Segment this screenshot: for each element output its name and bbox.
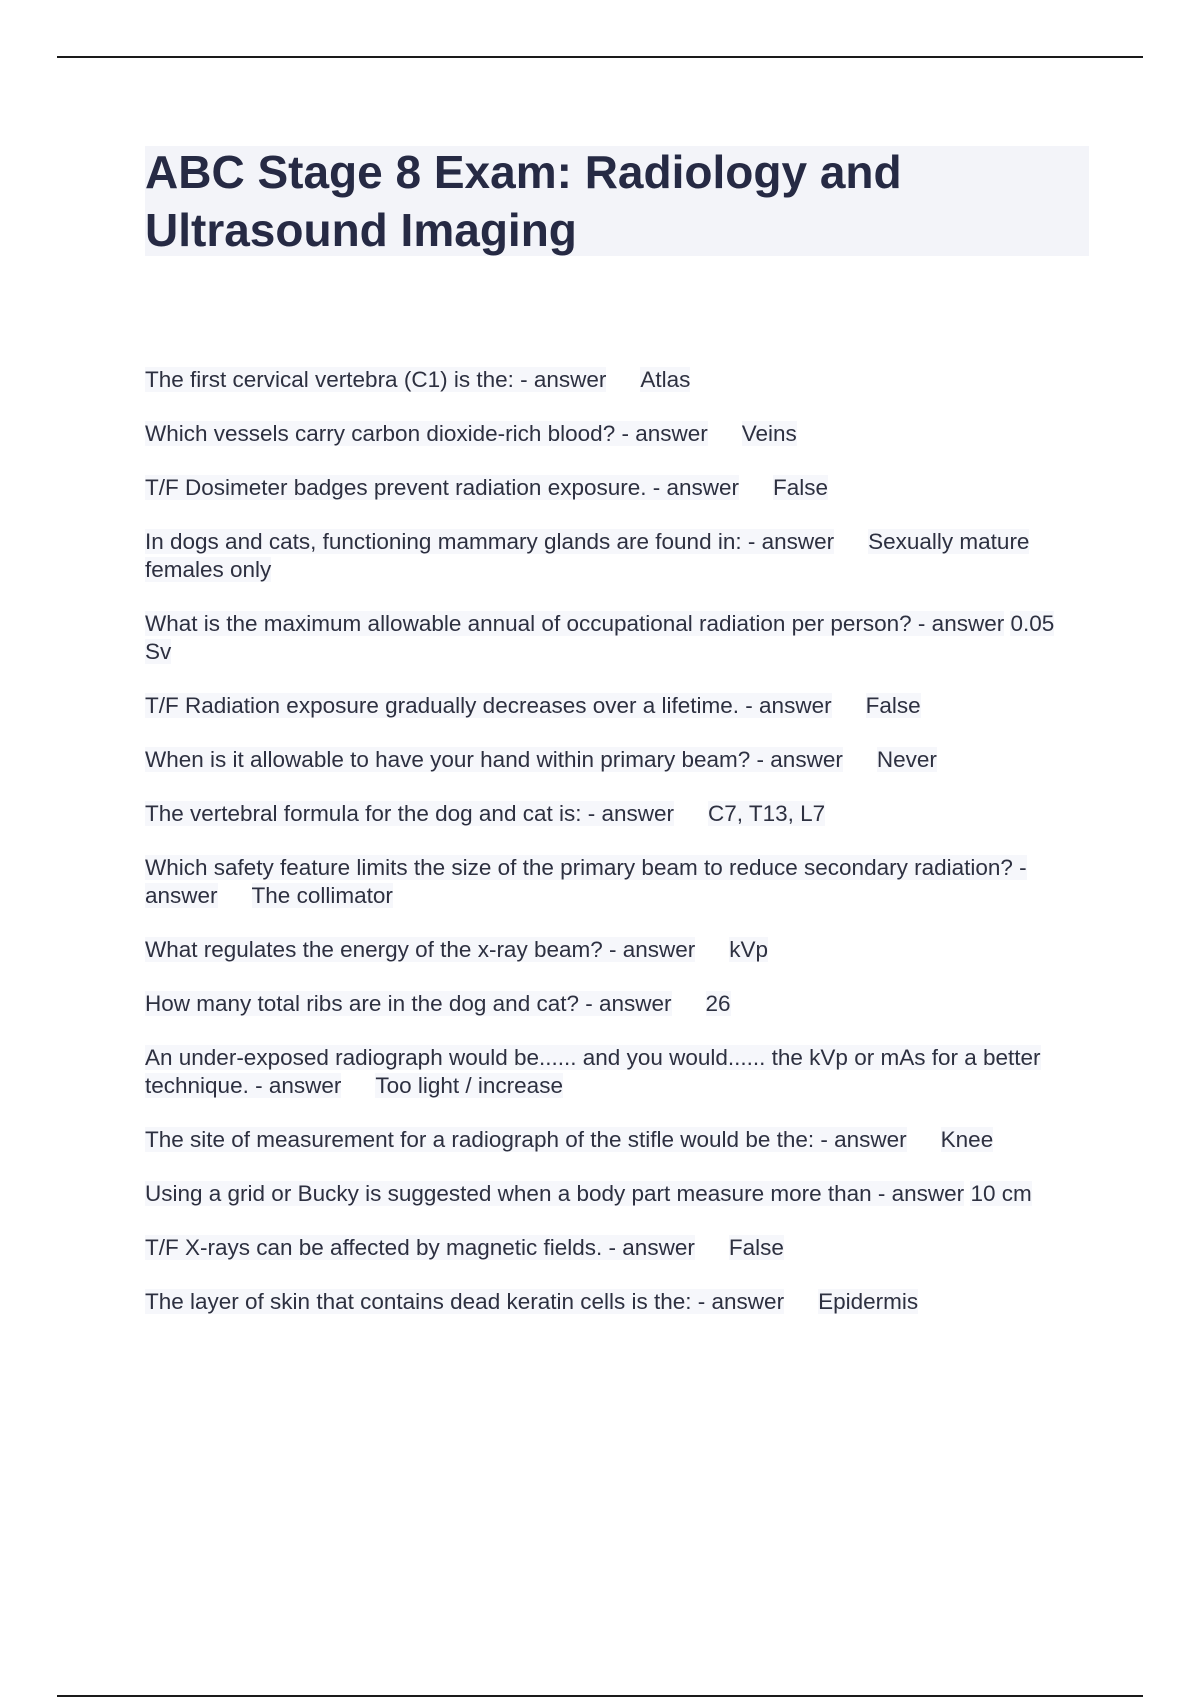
qa-item — [145, 854, 1085, 910]
qa-item — [145, 474, 1085, 502]
answer-text: kVp — [729, 937, 769, 962]
qa-item — [145, 1126, 1085, 1154]
answer-text: 26 — [705, 991, 731, 1016]
question-text: Which safety feature limits the size of the primary beam to reduce secondary radiation? - answer — [145, 855, 1027, 908]
question-text: How many total ribs are in the dog and cat? - answer — [145, 991, 672, 1016]
answer-text: Veins — [741, 421, 797, 446]
qa-item — [145, 1288, 1085, 1316]
qa-item — [145, 800, 1085, 828]
qa-item — [145, 1234, 1085, 1262]
answer-text: C7, T13, L7 — [708, 801, 826, 826]
qa-list — [145, 366, 1085, 1342]
qa-item — [145, 692, 1085, 720]
question-text: In dogs and cats, functioning mammary glands are found in: - answer — [145, 529, 835, 554]
question-text: An under-exposed radiograph would be...... and you would...... the kVp or mAs for a better technique. - answer — [145, 1045, 1041, 1098]
answer-text: False — [728, 1235, 784, 1260]
top-rule — [57, 56, 1143, 58]
qa-item — [145, 990, 1085, 1018]
question-text: Which vessels carry carbon dioxide-rich blood? - answer — [145, 421, 708, 446]
bottom-rule — [57, 1695, 1143, 1697]
answer-text: Too light / increase — [375, 1073, 563, 1098]
qa-item — [145, 366, 1085, 394]
qa-item — [145, 1180, 1085, 1208]
qa-item — [145, 936, 1085, 964]
question-text: Using a grid or Bucky is suggested when a body part measure more than - answer — [145, 1181, 965, 1206]
question-text: When is it allowable to have your hand within primary beam? - answer — [145, 747, 843, 772]
answer-text: The collimator — [251, 883, 393, 908]
question-text: The vertebral formula for the dog and cat is: - answer — [145, 801, 675, 826]
qa-item — [145, 528, 1085, 584]
question-text: What is the maximum allowable annual of occupational radiation per person? - answer — [145, 611, 1005, 636]
answer-text: False — [865, 693, 921, 718]
question-text: What regulates the energy of the x-ray beam? - answer — [145, 937, 696, 962]
answer-text: Never — [876, 747, 937, 772]
question-text: The site of measurement for a radiograph of the stifle would be the: - answer — [145, 1127, 907, 1152]
question-text: T/F Dosimeter badges prevent radiation exposure. - answer — [145, 475, 740, 500]
qa-item — [145, 610, 1085, 666]
qa-item — [145, 746, 1085, 774]
answer-text: Atlas — [640, 367, 691, 392]
answer-text: 0.05 Sv — [145, 611, 1055, 664]
answer-text: Epidermis — [818, 1289, 919, 1314]
question-text: The layer of skin that contains dead keratin cells is the: - answer — [145, 1289, 785, 1314]
question-text: T/F X-rays can be affected by magnetic fields. - answer — [145, 1235, 695, 1260]
answer-text: Sexually mature females only — [145, 529, 1030, 582]
question-text: The first cervical vertebra (C1) is the: - answer — [145, 367, 607, 392]
answer-text: 10 cm — [970, 1181, 1032, 1206]
qa-item — [145, 420, 1085, 448]
answer-text: Knee — [940, 1127, 994, 1152]
document-title: ABC Stage 8 Exam: Radiology and Ultrasound Imaging — [145, 146, 902, 256]
question-text: T/F Radiation exposure gradually decreases over a lifetime. - answer — [145, 693, 832, 718]
answer-text: False — [773, 475, 829, 500]
qa-item — [145, 1044, 1085, 1100]
